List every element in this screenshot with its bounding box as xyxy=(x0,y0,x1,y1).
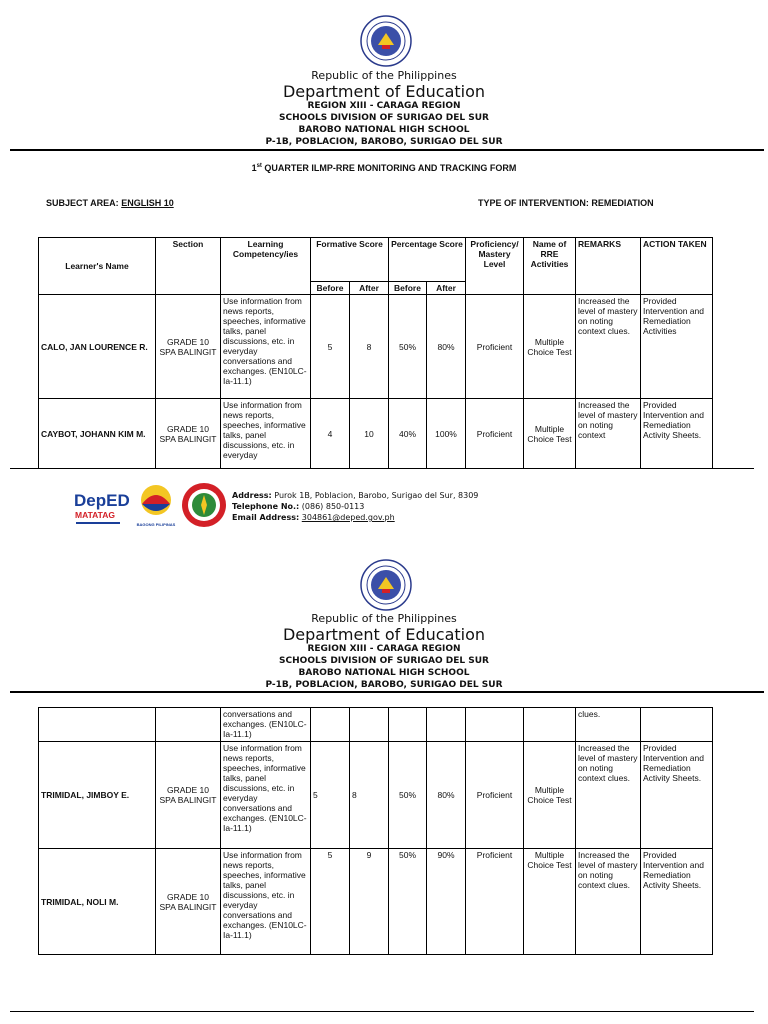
form-title-text: QUARTER ILMP-RRE MONITORING AND TRACKING FORM xyxy=(261,163,517,173)
remarks: clues. xyxy=(576,708,641,742)
formative-after: 8 xyxy=(350,295,389,399)
col-learner-name: Learner's Name xyxy=(39,238,156,295)
address-value: Purok 1B, Poblacion, Barobo, Surigao del Sur, 8309 xyxy=(271,491,479,500)
remarks: Increased the level of mastery on noting context clues. xyxy=(576,742,641,849)
formative-before: 5 xyxy=(311,849,350,955)
school-address: P-1B, POBLACION, BAROBO, SURIGAO DEL SUR xyxy=(265,137,503,147)
learner-name: CALO, JAN LOURENCE R. xyxy=(39,295,156,399)
formative-before: 5 xyxy=(311,295,350,399)
percentage-after: 90% xyxy=(427,849,466,955)
intervention-type: TYPE OF INTERVENTION: REMEDIATION xyxy=(478,198,654,208)
formative-after: 9 xyxy=(350,849,389,955)
remarks: Increased the level of mastery on noting context xyxy=(576,399,641,469)
rre-activity: Multiple Choice Test xyxy=(524,742,576,849)
remarks: Increased the level of mastery on noting context clues. xyxy=(576,295,641,399)
page2-bottom-rule-left xyxy=(10,1011,110,1012)
table-row xyxy=(39,708,713,742)
deped-matatag-logo-icon xyxy=(70,484,130,532)
matatag-text: MATATAG xyxy=(75,510,115,520)
col-competency: Learning Competency/ies xyxy=(221,238,311,295)
col-proficiency: Proficiency/ Mastery Level xyxy=(466,238,524,295)
formative-after: 8 xyxy=(350,742,389,849)
division-text: SCHOOLS DIVISION OF SURIGAO DEL SUR xyxy=(279,656,489,666)
col-formative: Formative Score xyxy=(311,238,389,282)
address-label: Address: xyxy=(232,491,272,500)
header-rule xyxy=(10,149,764,151)
action-taken: Provided Intervention and Remediation Activities xyxy=(641,295,713,399)
region-text: REGION XIII - CARAGA REGION xyxy=(307,644,461,654)
col-section: Section xyxy=(156,238,221,295)
col-percentage-before: Before xyxy=(389,282,427,295)
percentage-before: 50% xyxy=(389,295,427,399)
school-name: BAROBO NATIONAL HIGH SCHOOL xyxy=(298,125,470,135)
learner-competency: conversations and exchanges. (EN10LC-Ia-11.1) xyxy=(221,708,311,742)
school-logo-icon xyxy=(181,482,227,528)
form-title-number: 1 xyxy=(251,163,257,173)
header-rule xyxy=(10,691,764,693)
learner-name: CAYBOT, JOHANN KIM M. xyxy=(39,399,156,469)
action-taken: Provided Intervention and Remediation Activity Sheets. xyxy=(641,742,713,849)
proficiency-level: Proficient xyxy=(466,295,524,399)
email-label: Email Address: xyxy=(232,513,300,522)
school-name: BAROBO NATIONAL HIGH SCHOOL xyxy=(298,668,470,678)
learner-competency: Use information from news reports, speeches, informative talks, panel discussions, etc. in everyday conversations and exchanges. (EN10LC-Ia-11.1) xyxy=(221,849,311,955)
learner-competency: Use information from news reports, speeches, informative talks, panel discussions, etc. in everyday conversations and exchanges. (EN10LC-Ia-11.1) xyxy=(221,742,311,849)
learner-competency: Use information from news reports, speeches, informative talks, panel discussions, etc. in everyday xyxy=(221,399,311,469)
formative-after: 10 xyxy=(350,399,389,469)
subject-area xyxy=(46,198,174,208)
percentage-after: 80% xyxy=(427,295,466,399)
subject-value: ENGLISH 10 xyxy=(121,198,174,208)
republic-text: Republic of the Philippines xyxy=(311,612,457,625)
footer-email xyxy=(232,512,478,523)
republic-text: Republic of the Philippines xyxy=(311,69,457,82)
proficiency-level: Proficient xyxy=(466,742,524,849)
proficiency-level: Proficient xyxy=(466,849,524,955)
department-title: Department of Education xyxy=(282,625,486,644)
col-action: ACTION TAKEN xyxy=(641,238,713,295)
table-row xyxy=(39,742,713,849)
rre-activity: Multiple Choice Test xyxy=(524,295,576,399)
percentage-before: 50% xyxy=(389,742,427,849)
rre-activity: Multiple Choice Test xyxy=(524,849,576,955)
phone-label: Telephone No.: xyxy=(232,502,300,511)
deped-seal-icon xyxy=(360,15,412,67)
formative-before: 4 xyxy=(311,399,350,469)
remarks: Increased the level of mastery on noting context clues. xyxy=(576,849,641,955)
phone-value: (086) 850-0113 xyxy=(299,502,365,511)
bagong-pilipinas-logo-icon xyxy=(134,482,178,530)
bagong-pilipinas-text: BAGONG PILIPINAS xyxy=(136,522,176,527)
table-row xyxy=(39,295,713,399)
col-remarks: REMARKS xyxy=(576,238,641,295)
department-title: Department of Education xyxy=(282,82,486,101)
learner-competency: Use information from news reports, speeches, informative talks, panel discussions, etc. in everyday conversations and exchanges. (EN10LC-Ia-11.1) xyxy=(221,295,311,399)
footer-phone xyxy=(232,501,478,512)
percentage-after: 100% xyxy=(427,399,466,469)
footer-address xyxy=(232,490,478,501)
proficiency-level: Proficient xyxy=(466,399,524,469)
learner-name: TRIMIDAL, NOLI M. xyxy=(39,849,156,955)
col-formative-after: After xyxy=(350,282,389,295)
learner-section: GRADE 10 SPA BALINGIT xyxy=(156,295,221,399)
page1-bottom-rule xyxy=(10,468,754,469)
page2-bottom-rule xyxy=(110,1011,754,1012)
learner-section: GRADE 10 SPA BALINGIT xyxy=(156,399,221,469)
learner-section: GRADE 10 SPA BALINGIT xyxy=(156,849,221,955)
region-text: REGION XIII - CARAGA REGION xyxy=(307,101,461,111)
subject-label: SUBJECT AREA: xyxy=(46,198,122,208)
action-taken: Provided Intervention and Remediation Activity Sheets. xyxy=(641,849,713,955)
col-rre: Name of RRE Activities xyxy=(524,238,576,295)
col-formative-before: Before xyxy=(311,282,350,295)
form-title-sup: st xyxy=(256,163,262,169)
deped-seal-icon xyxy=(360,559,412,611)
footer-contact xyxy=(232,490,478,523)
col-percentage-after: After xyxy=(427,282,466,295)
rre-activity: Multiple Choice Test xyxy=(524,399,576,469)
email-link[interactable]: 304861@deped.gov.ph xyxy=(301,513,395,522)
school-address: P-1B, POBLACION, BAROBO, SURIGAO DEL SUR xyxy=(265,680,503,690)
percentage-before: 40% xyxy=(389,399,427,469)
tracking-table-page2 xyxy=(38,707,713,955)
tracking-table-page1 xyxy=(38,237,713,469)
action-taken: Provided Intervention and Remediation Activity Sheets. xyxy=(641,399,713,469)
learner-section: GRADE 10 SPA BALINGIT xyxy=(156,742,221,849)
col-percentage: Percentage Score xyxy=(389,238,466,282)
table-row xyxy=(39,399,713,469)
learner-name: TRIMIDAL, JIMBOY E. xyxy=(39,742,156,849)
percentage-before: 50% xyxy=(389,849,427,955)
deped-logo-text: DepED xyxy=(74,491,130,510)
formative-before: 5 xyxy=(311,742,350,849)
division-text: SCHOOLS DIVISION OF SURIGAO DEL SUR xyxy=(279,113,489,123)
form-title xyxy=(0,163,768,173)
percentage-after: 80% xyxy=(427,742,466,849)
table-row xyxy=(39,849,713,955)
